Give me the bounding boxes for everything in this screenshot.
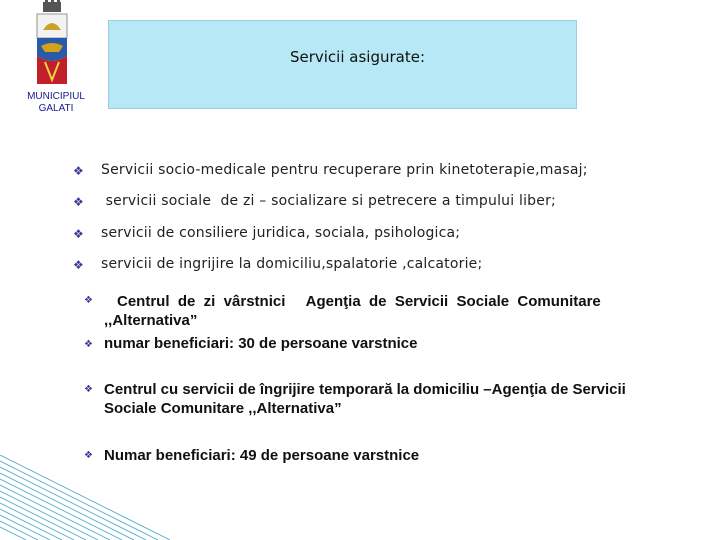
beneficiaries-2: Numar beneficiari: 49 de persoane varstnice [104, 447, 420, 464]
centre2-line1: Centrul cu servicii de îngrijire temporară la domiciliu –Agenţia de Servicii [104, 381, 626, 398]
bullet-diamond-icon: ❖ [73, 164, 84, 178]
centre1-line1: Centrul de zi vârstnici Agenţia de Servicii Sociale Comunitare [117, 293, 601, 310]
bullet-item-4: servicii de ingrijire la domiciliu,spalatorie ,calcatorie; [101, 256, 483, 272]
city-label [14, 91, 98, 115]
city-label-line1: MUNICIPIUL [27, 91, 85, 102]
bullet-item-2: servicii sociale de zi – socializare si petrecere a timpului liber; [101, 193, 556, 209]
bullet-diamond-icon: ❖ [84, 450, 93, 461]
bullet-item-1: Servicii socio-medicale pentru recuperare prin kinetoterapie,masaj; [101, 162, 588, 178]
corner-decoration [0, 455, 170, 540]
bullet-diamond-icon: ❖ [73, 258, 84, 272]
city-crest-icon [33, 0, 71, 86]
bullet-diamond-icon: ❖ [73, 195, 84, 209]
page-title: Servicii asigurate: [289, 48, 426, 66]
bullet-diamond-icon: ❖ [84, 295, 93, 306]
bullet-diamond-icon: ❖ [84, 384, 93, 395]
bullet-item-3: servicii de consiliere juridica, sociala, psihologica; [101, 225, 461, 241]
city-label-line2: GALATI [38, 103, 74, 114]
centre1-line2: ,,Alternativa” [104, 312, 198, 329]
centre2-line2: Sociale Comunitare ,,Alternativa” [104, 400, 342, 417]
beneficiaries-1: numar beneficiari: 30 de persoane varstnice [104, 335, 418, 352]
bullet-diamond-icon: ❖ [84, 339, 93, 350]
title-box [108, 20, 577, 109]
bullet-diamond-icon: ❖ [73, 227, 84, 241]
